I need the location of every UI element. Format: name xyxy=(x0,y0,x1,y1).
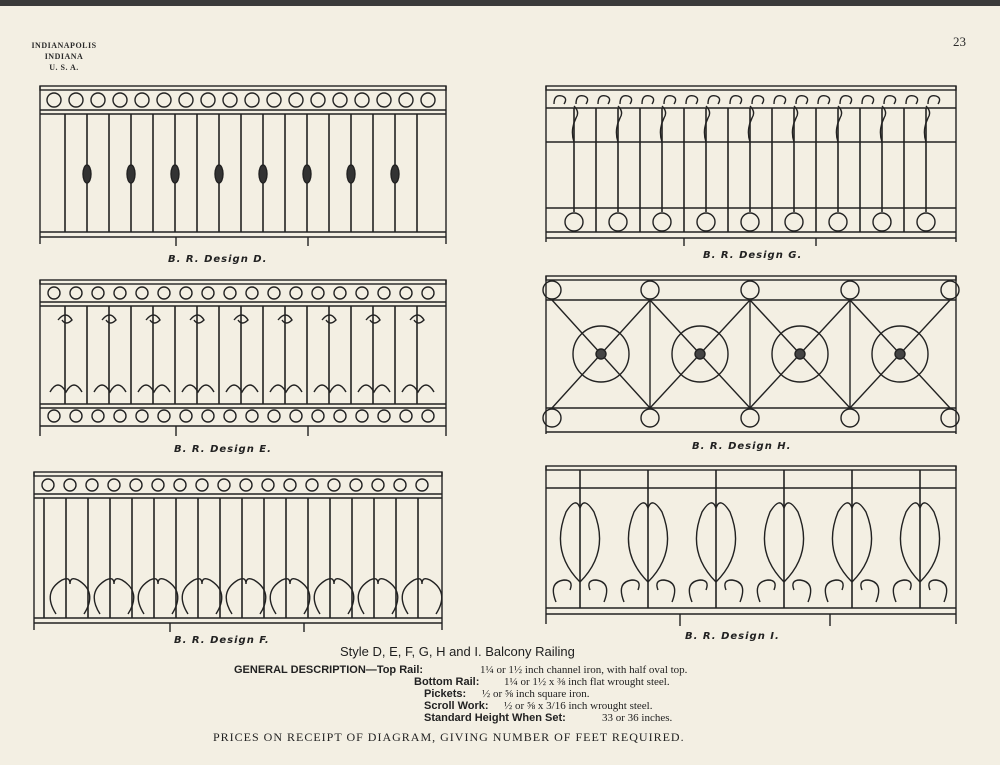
spec-label-standard-height: Standard Height When Set: xyxy=(424,712,566,724)
spec-value-standard-height: 33 or 36 inches. xyxy=(602,712,673,724)
design-caption-f: B. R. Design F. xyxy=(174,635,270,646)
page-title: Style D, E, F, G, H and I. Balcony Railing xyxy=(340,644,575,659)
design-caption-g: B. R. Design G. xyxy=(703,250,803,261)
spec-value-top-rail: 1¼ or 1½ inch channel iron, with half oval top. xyxy=(480,664,688,676)
design-caption-d: B. R. Design D. xyxy=(168,254,268,265)
spec-label-pickets: Pickets: xyxy=(424,688,467,700)
page-number: 23 xyxy=(953,34,966,49)
railing-illustration-design-h xyxy=(540,272,962,440)
catalog-page xyxy=(0,6,1000,765)
design-caption-i: B. R. Design I. xyxy=(685,631,780,642)
location-line-1: INDIANAPOLIS xyxy=(31,41,97,50)
description-heading: GENERAL DESCRIPTION— xyxy=(234,664,377,676)
design-caption-h: B. R. Design H. xyxy=(692,441,792,452)
location-line-2: INDIANA xyxy=(44,52,84,61)
railing-illustration-design-d xyxy=(36,82,450,252)
spec-value-scroll-work: ½ or ⅝ x 3/16 inch wrought steel. xyxy=(504,700,653,712)
publisher-location xyxy=(24,40,104,73)
prices-note: PRICES ON RECEIPT OF DIAGRAM, GIVING NUMBER OF FEET REQUIRED. xyxy=(213,730,685,744)
railing-illustration-design-f xyxy=(30,468,446,634)
spec-value-bottom-rail: 1¼ or 1½ x ⅜ inch flat wrought steel. xyxy=(504,676,670,688)
spec-value-pickets: ½ or ⅝ inch square iron. xyxy=(482,688,590,700)
location-line-3: U. S. A. xyxy=(49,63,79,72)
design-caption-e: B. R. Design E. xyxy=(174,444,272,455)
spec-label-scroll-work: Scroll Work: xyxy=(424,700,489,712)
railing-illustration-design-e xyxy=(36,276,450,442)
railing-illustration-design-i xyxy=(540,462,962,630)
spec-label-top-rail: Top Rail: xyxy=(376,664,424,676)
spec-label-bottom-rail: Bottom Rail: xyxy=(414,676,480,688)
railing-illustration-design-g xyxy=(540,82,962,248)
